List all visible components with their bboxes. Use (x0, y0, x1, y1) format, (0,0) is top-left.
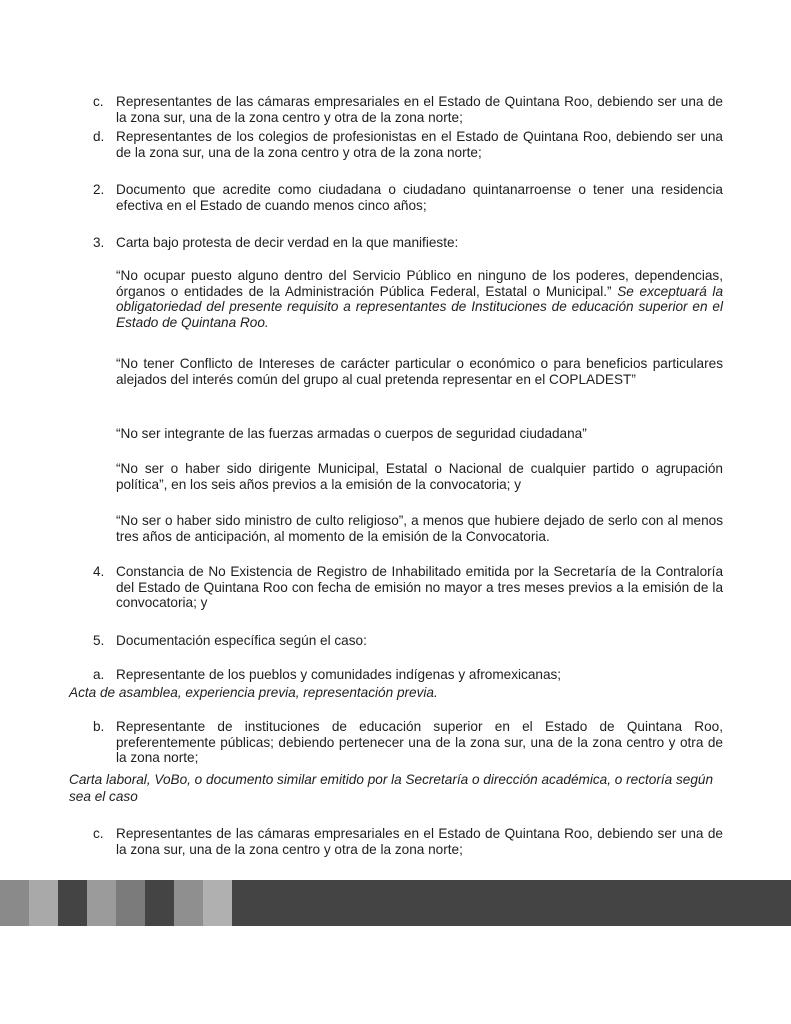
declaration-text: “No ocupar puesto alguno dentro del Servicio Público en ninguno de los poderes, dependencias, órganos o entidades de la Administración Pública Federal, Estatal o Municipal.” (116, 268, 723, 299)
list-marker: b. (93, 719, 105, 734)
list-marker: a. (93, 667, 105, 682)
declaration-paragraph: “No ser integrante de las fuerzas armadas o cuerpos de seguridad ciudadana” (116, 426, 587, 441)
footer-block (58, 880, 87, 926)
list-item-text: Constancia de No Existencia de Registro de Inhabilitado emitida por la Secretaría de la Contraloría del Estado de Quintana Roo con fecha de emisión no mayor a tres meses previos a la emisión de la convocatoria; y (116, 564, 723, 611)
list-item-text: Documentación específica según el caso: (116, 633, 367, 648)
list-item-text: Documento que acredite como ciudadana o ciudadano quintanarroense o tener una residencia efectiva en el Estado de cuando menos cinco años; (116, 182, 723, 213)
list-item-text: Representante de los pueblos y comunidades indígenas y afromexicanas; (116, 667, 562, 682)
required-documents-note: Carta laboral, VoBo, o documento similar emitido por la Secretaría o dirección académica, o rectoría según sea el caso (69, 772, 714, 804)
list-item-text: Representante de instituciones de educación superior en el Estado de Quintana Roo, preferentemente públicas; debiendo pertenecer una de la zona sur, una de la zona centro y otra de la zona norte; (116, 719, 723, 766)
required-documents-note: Acta de asamblea, experiencia previa, representación previa. (69, 685, 438, 700)
list-marker: 5. (93, 633, 105, 648)
footer-block (29, 880, 58, 926)
list-marker: c. (93, 826, 104, 841)
list-marker: 4. (93, 564, 105, 579)
footer-block (145, 880, 174, 926)
declaration-paragraph: “No ser o haber sido ministro de culto religioso”, a menos que hubiere dejado de serlo con al menos tres años de anticipación, al momento de la emisión de la Convocatoria. (116, 513, 723, 544)
list-item-text: Representantes de las cámaras empresariales en el Estado de Quintana Roo, debiendo ser una de la zona sur, una de la zona centro y otra de la zona norte; (116, 826, 723, 857)
footer-block (203, 880, 232, 926)
declaration-paragraph (116, 268, 723, 330)
footer-block (87, 880, 116, 926)
footer-bar (232, 880, 791, 926)
declaration-paragraph: “No tener Conflicto de Intereses de carácter particular o económico o para beneficios particulares alejados del interés común del grupo al cual pretenda representar en el COPLADEST” (116, 356, 723, 387)
list-marker: 3. (93, 235, 105, 250)
declaration-paragraph: “No ser o haber sido dirigente Municipal, Estatal o Nacional de cualquier partido o agrupación política”, en los seis años previos a la emisión de la convocatoria; y (116, 461, 723, 492)
footer-block (0, 880, 29, 926)
list-marker: 2. (93, 182, 105, 197)
list-marker: d. (93, 129, 105, 144)
declaration-exception: Se exceptuará la obligatoriedad del presente requisito a representantes de Instituciones de educación superior en el Estado de Quintana Roo. (116, 283, 724, 330)
list-item-text: Representantes de los colegios de profesionistas en el Estado de Quintana Roo, debiendo ser una de la zona sur, una de la zona centro y otra de la zona norte; (116, 129, 723, 160)
list-marker: c. (93, 94, 104, 109)
list-item-text: Carta bajo protesta de decir verdad en la que manifieste: (116, 235, 459, 250)
footer-block (174, 880, 203, 926)
footer-block (116, 880, 145, 926)
footer-band (0, 880, 791, 926)
list-item-text: Representantes de las cámaras empresariales en el Estado de Quintana Roo, debiendo ser una de la zona sur, una de la zona centro y otra de la zona norte; (116, 94, 723, 125)
